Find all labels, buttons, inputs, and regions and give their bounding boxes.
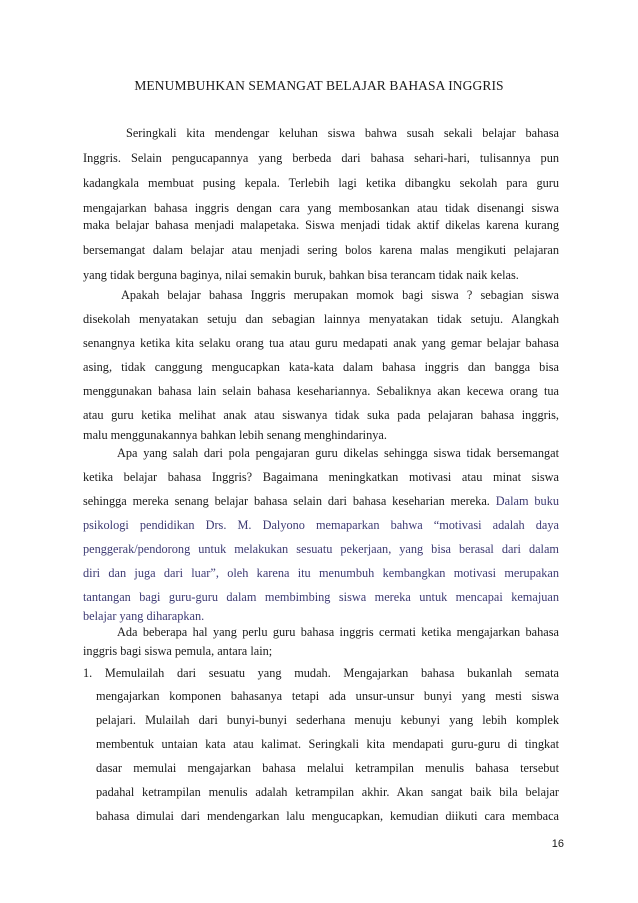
paragraph-4-line: Ada beberapa hal yang perlu guru bahasa inggris cermati ketika mengajarkan bahasa <box>117 625 559 639</box>
paragraph-3-line: ketika belajar bahasa Inggris? Bagaimana meningkatkan motivasi atau minat siswa <box>83 470 559 484</box>
quote-start-text: Dalam buku <box>495 494 559 508</box>
quote-line: tantangan bagi guru-guru dalam membimbing siswa mereka untuk mencapai kemajuan <box>83 590 559 604</box>
paragraph-1-line: kadangkala membuat pusing kepala. Terlebih lagi ketika dibangku sekolah para guru <box>83 176 559 190</box>
paragraph-1-line: Seringkali kita mendengar keluhan siswa bahwa susah sekali belajar bahasa <box>126 126 559 140</box>
paragraph-2-line: malu menggunakannya bahkan lebih senang menghindarinya. <box>83 428 387 442</box>
list-item-1-line: mengajarkan komponen bahasanya tetapi ada unsur-unsur bunyi yang mesti siswa <box>96 689 559 703</box>
paragraph-2-line: menggunakan bahasa lain selain bahasa kesehariannya. Sebaliknya akan kecewa orang tua <box>83 384 559 398</box>
quote-line: psikologi pendidikan Drs. M. Dalyono memaparkan bahwa “motivasi adalah daya <box>83 518 559 532</box>
paragraph-3-text: sehingga mereka senang belajar bahasa selain dari bahasa keseharian mereka. <box>83 494 490 508</box>
paragraph-3-line: Apa yang salah dari pola pengajaran guru dikelas sehingga siswa tidak bersemangat <box>117 446 559 460</box>
document-title: MENUMBUHKAN SEMANGAT BELAJAR BAHASA INGGRIS <box>134 78 504 93</box>
paragraph-2-line: atau guru ketika melihat anak atau siswanya tidak suka pada pelajaran bahasa inggris, <box>83 408 559 422</box>
paragraph-3-line <box>83 493 559 509</box>
paragraph-1-line: bersemangat dalam belajar atau menjadi sering bolos karena malas mengikuti pelajaran <box>83 243 559 257</box>
list-item-1-line: bahasa dimulai dari mendengarkan lalu mengucapkan, kemudian diikuti cara membaca <box>96 809 559 823</box>
quote-line: penggerak/pendorong untuk melakukan sesuatu pekerjaan, yang bisa berasal dari dalam <box>83 542 559 556</box>
paragraph-1-line: yang tidak berguna baginya, nilai semakin buruk, bahkan bisa terancam tidak naik kelas. <box>83 268 519 282</box>
paragraph-1-line: Inggris. Selain pengucapannya yang berbeda dari bahasa sehari-hari, tulisannya pun <box>83 151 559 165</box>
paragraph-4-line: inggris bagi siswa pemula, antara lain; <box>83 644 273 658</box>
paragraph-2-line: asing, tidak canggung mengucapkan kata-kata dalam bahasa inggris dan bangga bisa <box>83 360 559 374</box>
paragraph-2-line: disekolah menyatakan setuju dan sebagian lainnya menyatakan tidak setuju. Alangkah <box>83 312 559 326</box>
page-number: 16 <box>551 838 564 850</box>
list-item-1-line: membentuk untaian kata atau kalimat. Seringkali kita mendapati guru-guru di tingkat <box>96 737 559 751</box>
list-item-1-line: dasar memulai mengajarkan bahasa melalui ketrampilan menulis bahasa tersebut <box>96 761 559 775</box>
list-item-1-line: padahal ketrampilan menulis adalah ketrampilan akhir. Akan sangat baik bila belajar <box>96 785 559 799</box>
quote-line: belajar yang diharapkan. <box>83 609 205 623</box>
paragraph-2-line: senangnya ketika kita selaku orang tua atau guru medapati anak yang gemar belajar bahasa <box>83 336 559 350</box>
list-item-1-line: 1. Memulailah dari sesuatu yang mudah. Mengajarkan bahasa bukanlah semata <box>83 666 559 680</box>
quote-line: diri dan juga dari luar”, oleh karena itu menumbuh kembangkan motivasi merupakan <box>83 566 559 580</box>
paragraph-1-line: maka belajar bahasa menjadi malapetaka. Siswa menjadi tidak aktif dikelas karena kurang <box>83 218 559 232</box>
paragraph-1-line: mengajarkan bahasa inggris dengan cara yang membosankan atau tidak disenangi siswa <box>83 201 559 215</box>
list-item-1-line: pelajari. Mulailah dari bunyi-bunyi sederhana menuju kebunyi yang lebih komplek <box>96 713 559 727</box>
paragraph-2-line: Apakah belajar bahasa Inggris merupakan momok bagi siswa ? sebagian siswa <box>121 288 559 302</box>
